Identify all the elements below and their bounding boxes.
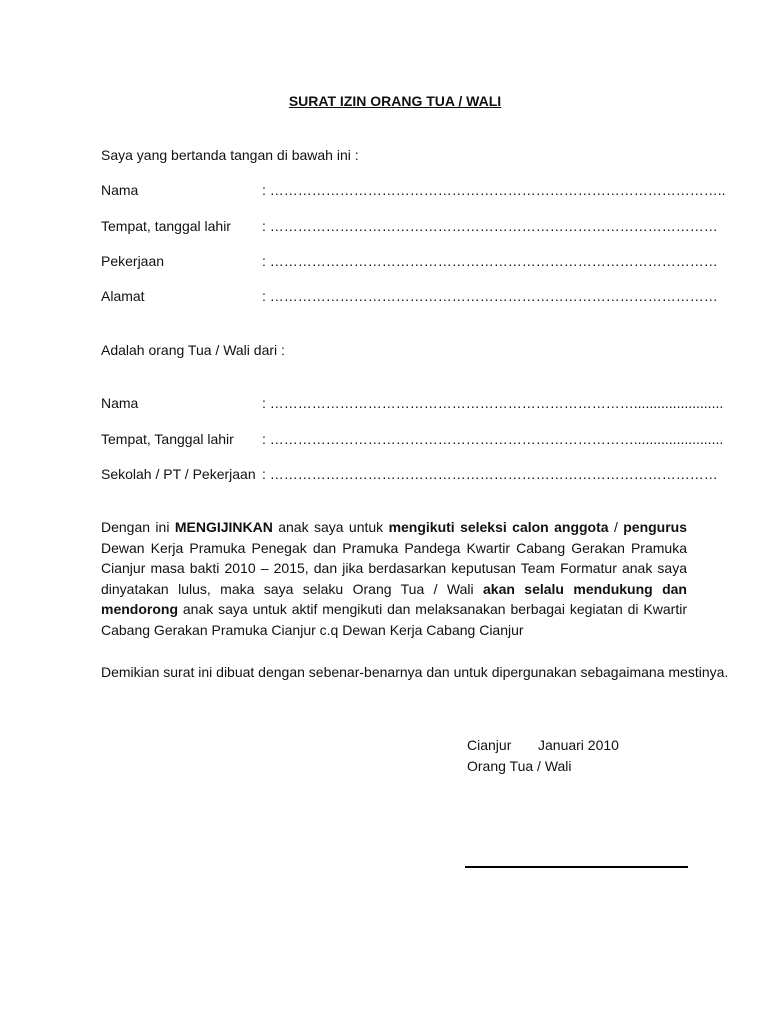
child-school-label: Sekolah / PT / Pekerjaan [101, 466, 256, 482]
parent-birth-label: Tempat, tanggal lahir [101, 218, 231, 234]
intro-text: Saya yang bertanda tangan di bawah ini : [101, 147, 359, 163]
consent-text: anak saya untuk [272, 519, 389, 535]
parent-job-field: : …………………………………………………………………………………… [262, 253, 718, 269]
consent-text: Dengan ini [101, 519, 175, 535]
child-birth-label: Tempat, Tanggal lahir [101, 431, 234, 447]
parent-birth-field: : …………………………………………………………………………………… [262, 218, 718, 234]
consent-emphasis: pengurus [623, 519, 688, 535]
document-title: SURAT IZIN ORANG TUA / WALI [288, 93, 502, 109]
signature-place: Cianjur [467, 737, 512, 753]
child-birth-field: : ……………………………………………………………………....................... [262, 431, 724, 447]
signature-role: Orang Tua / Wali [467, 758, 572, 774]
signature-date: Januari 2010 [538, 737, 619, 753]
parent-address-label: Alamat [101, 288, 145, 304]
consent-emphasis: MENGIJINKAN [174, 519, 273, 535]
consent-text: / [608, 519, 624, 535]
parent-address-field: : …………………………………………………………………………………… [262, 288, 718, 304]
consent-emphasis: akan selalu mendukung dan mendorong [101, 580, 687, 618]
child-name-field: : ……………………………………………………………………....................... [262, 395, 724, 411]
consent-emphasis: mengikuti seleksi calon anggota [388, 519, 609, 535]
consent-paragraph [101, 517, 687, 641]
parent-name-label: Nama [101, 182, 139, 198]
consent-text: Dewan Kerja Pramuka Penegak dan Pramuka Pandega Kwartir Cabang Gerakan Pramuka Cianjur masa bakti 2010 – 2015, dan jika berdasarkan keputusan Team Formatur anak saya dinyatakan lulus, maka saya selaku Orang Tua / Wali [101, 539, 687, 597]
child-intro-text: Adalah orang Tua / Wali dari : [101, 342, 285, 358]
closing-statement: Demikian surat ini dibuat dengan sebenar-benarnya dan untuk dipergunakan sebagaimana mestinya. [101, 664, 729, 680]
consent-text: anak saya untuk aktif mengikuti dan melaksanakan berbagai kegiatan di Kwartir Cabang Gerakan Pramuka Cianjur c.q Dewan Kerja Cabang Cianjur [101, 601, 687, 638]
child-school-field: : …………………………………………………………………………………… [262, 466, 718, 482]
parent-job-label: Pekerjaan [101, 253, 165, 269]
child-name-label: Nama [101, 395, 139, 411]
signature-line [465, 866, 688, 868]
parent-name-field: : …………………………………………………………………………………….. [262, 182, 726, 198]
